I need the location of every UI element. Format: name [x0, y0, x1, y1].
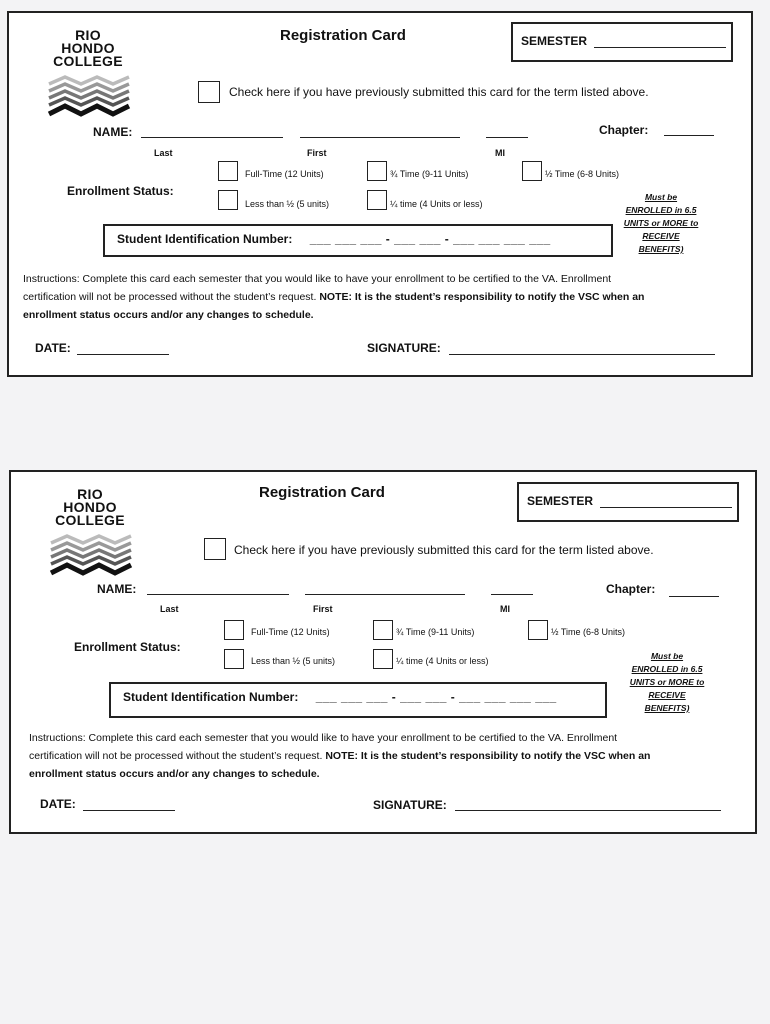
- last-sublabel: Last: [160, 604, 179, 614]
- full-time-label: Full-Time (12 Units): [245, 169, 324, 179]
- benefit-note: [625, 650, 709, 715]
- instructions-bold: It is the student’s responsibility to notify the VSC when an: [354, 291, 645, 303]
- instructions: [23, 270, 743, 324]
- logo-line-2: HONDO: [63, 499, 117, 515]
- previously-submitted-label: Check here if you have previously submitted this card for the term listed above.: [234, 543, 654, 557]
- instructions-line-2: [29, 747, 749, 765]
- name-label: NAME:: [93, 125, 133, 139]
- card-title: Registration Card: [280, 27, 406, 44]
- benefit-note-line-2: ENROLLED in 6.5: [631, 664, 703, 674]
- instructions-line-3: enrollment status occurs and/or any changes to schedule.: [29, 768, 320, 780]
- college-logo: [45, 29, 131, 118]
- semester-label: SEMESTER: [521, 34, 588, 48]
- registration-card-top: [7, 11, 753, 377]
- chapter-field[interactable]: [669, 582, 719, 597]
- semester-field[interactable]: [594, 47, 726, 48]
- less-than-half-label: Less than ½ (5 units): [245, 199, 330, 209]
- benefit-note-line-4: RECEIVE BENEFITS): [644, 690, 690, 713]
- date-label: DATE:: [40, 797, 76, 811]
- date-field[interactable]: [83, 796, 175, 811]
- three-quarter-time-checkbox[interactable]: [367, 161, 387, 181]
- college-logo: [47, 488, 133, 577]
- first-sublabel: First: [313, 604, 333, 614]
- full-time-checkbox[interactable]: [224, 620, 244, 640]
- last-name-field[interactable]: [141, 123, 283, 138]
- mi-sublabel: MI: [500, 604, 510, 614]
- instructions-bold: It is the student’s responsibility to notify the VSC when an: [360, 750, 651, 762]
- signature-label: SIGNATURE:: [373, 798, 447, 812]
- previously-submitted-checkbox[interactable]: [198, 81, 220, 103]
- less-than-half-checkbox[interactable]: [224, 649, 244, 669]
- benefit-note-line-4: RECEIVE BENEFITS): [638, 231, 684, 254]
- instructions-line-3: enrollment status occurs and/or any changes to schedule.: [23, 309, 314, 321]
- instructions-line-1: Instructions: Complete this card each semester that you would like to have your enrollment to be certified to the VA. Enrollment: [23, 273, 612, 285]
- registration-card-bottom: [9, 470, 757, 834]
- card-title: Registration Card: [259, 484, 385, 501]
- mi-sublabel: MI: [495, 148, 505, 158]
- instructions-line-2: [23, 288, 743, 306]
- chapter-label: Chapter:: [606, 582, 656, 596]
- half-time-label: ½ Time (6-8 Units): [545, 169, 620, 179]
- date-field[interactable]: [77, 340, 169, 355]
- three-quarter-time-checkbox[interactable]: [373, 620, 393, 640]
- student-id-label: Student Identification Number:: [123, 690, 299, 704]
- benefit-note-line-3: UNITS or MORE to: [623, 218, 699, 228]
- full-time-label: Full-Time (12 Units): [251, 627, 330, 637]
- signature-field[interactable]: [455, 796, 721, 811]
- benefit-note-line-1: Must be: [650, 651, 684, 661]
- semester-label: SEMESTER: [527, 494, 594, 508]
- logo-line-1: RIO: [75, 27, 101, 43]
- chapter-label: Chapter:: [599, 123, 649, 137]
- instructions: [29, 729, 749, 783]
- previously-submitted-label: Check here if you have previously submitted this card for the term listed above.: [229, 85, 649, 99]
- wave-logo-icon: [47, 533, 133, 577]
- logo-line-2: HONDO: [61, 40, 115, 56]
- three-quarter-time-label: ¾ Time (9-11 Units): [390, 169, 469, 179]
- last-name-field[interactable]: [147, 580, 289, 595]
- three-quarter-time-label: ¾ Time (9-11 Units): [396, 627, 475, 637]
- mi-field[interactable]: [491, 580, 533, 595]
- student-id-field[interactable]: ___ ___ ___ - ___ ___ - ___ ___ ___ ___: [309, 232, 551, 246]
- semester-box[interactable]: [517, 482, 739, 522]
- semester-box[interactable]: [511, 22, 733, 62]
- instructions-note: NOTE:: [319, 291, 352, 303]
- benefit-note: [619, 191, 703, 256]
- first-sublabel: First: [307, 148, 327, 158]
- quarter-time-checkbox[interactable]: [373, 649, 393, 669]
- less-than-half-label: Less than ½ (5 units): [251, 656, 336, 666]
- wave-logo-icon: [45, 74, 131, 118]
- logo-line-3: COLLEGE: [53, 53, 123, 69]
- half-time-checkbox[interactable]: [528, 620, 548, 640]
- student-id-field[interactable]: ___ ___ ___ - ___ ___ - ___ ___ ___ ___: [315, 690, 557, 704]
- logo-line-3: COLLEGE: [55, 512, 125, 528]
- benefit-note-line-1: Must be: [644, 192, 678, 202]
- first-name-field[interactable]: [300, 123, 460, 138]
- student-id-label: Student Identification Number:: [117, 232, 293, 246]
- last-sublabel: Last: [154, 148, 173, 158]
- date-label: DATE:: [35, 341, 71, 355]
- name-label: NAME:: [97, 582, 137, 596]
- first-name-field[interactable]: [305, 580, 465, 595]
- instructions-line-2-text: certification will not be processed without the student’s request.: [23, 291, 317, 303]
- benefit-note-line-2: ENROLLED in 6.5: [625, 205, 697, 215]
- benefit-note-line-3: UNITS or MORE to: [629, 677, 705, 687]
- instructions-note: NOTE:: [325, 750, 358, 762]
- enrollment-status-label: Enrollment Status:: [74, 640, 181, 654]
- signature-field[interactable]: [449, 340, 715, 355]
- enrollment-status-label: Enrollment Status:: [67, 184, 174, 198]
- student-id-box[interactable]: [109, 682, 607, 718]
- quarter-time-label: ¼ time (4 Units or less): [390, 199, 483, 209]
- signature-label: SIGNATURE:: [367, 341, 441, 355]
- logo-line-1: RIO: [77, 486, 103, 502]
- full-time-checkbox[interactable]: [218, 161, 238, 181]
- chapter-field[interactable]: [664, 121, 714, 136]
- quarter-time-checkbox[interactable]: [367, 190, 387, 210]
- semester-field[interactable]: [600, 507, 732, 508]
- less-than-half-checkbox[interactable]: [218, 190, 238, 210]
- quarter-time-label: ¼ time (4 Units or less): [396, 656, 489, 666]
- mi-field[interactable]: [486, 123, 528, 138]
- student-id-box[interactable]: [103, 224, 613, 257]
- instructions-line-2-text: certification will not be processed without the student’s request.: [29, 750, 323, 762]
- previously-submitted-checkbox[interactable]: [204, 538, 226, 560]
- half-time-checkbox[interactable]: [522, 161, 542, 181]
- half-time-label: ½ Time (6-8 Units): [551, 627, 626, 637]
- instructions-line-1: Instructions: Complete this card each semester that you would like to have your enrollment to be certified to the VA. Enrollment: [29, 732, 618, 744]
